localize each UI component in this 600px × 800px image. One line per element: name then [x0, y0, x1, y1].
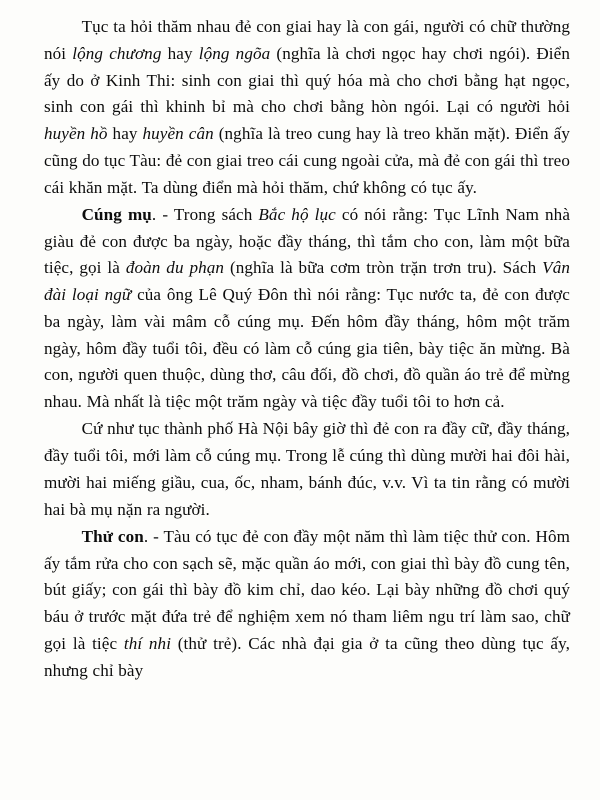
- text-run: hay: [107, 124, 143, 143]
- term-heading: Cúng mụ: [81, 204, 152, 224]
- text-run: của ông Lê Quý Đôn thì nói rằng: Tục nước ta, đẻ con được ba ngày, làm vài mâm cỗ cúng mụ. Đến hôm đầy tháng, hôm một trăm ngày, hôm đầy tuổi tôi, đều có làm cỗ cúng gia tiên, bày tiệc ăn mừng. Bà con, người quen thuộc, dùng thơ, câu đối, đồ chơi, đồ quần áo trẻ để mừng nhau. Mà nhất là tiệc một trăm ngày và tiệc đầy tuổi tôi to hơn cả.: [44, 285, 570, 411]
- emphasized-text: lộng ngõa: [198, 43, 271, 63]
- text-run: có nói rằng: Tục Lĩnh Nam nhà giàu đẻ con được ba ngày, hoặc đầy tháng, thì tắm cho con, làm một bữa tiệc, gọi là: [44, 204, 571, 278]
- text-run: . - Tàu có tục đẻ con đầy một năm thì làm tiệc thử con. Hôm ấy tắm rửa cho con sạch sẽ, mặc quần áo mới, con giai thì bày đồ cung tên, bút giấy; con gái thì bày đồ kim chỉ, dao kéo. Lại bày những đồ chơi quý báu ở trước mặt đứa trẻ để nghiệm xem nó tham liêm ngu trí làm sao, chữ gọi là tiệc: [44, 526, 571, 653]
- emphasized-text: lộng chương: [72, 43, 162, 63]
- emphasized-text: đoàn du phạn: [125, 258, 225, 278]
- emphasized-text: Bắc hộ lục: [258, 204, 336, 224]
- text-run: . - Trong sách: [151, 204, 259, 224]
- emphasized-text: huyền cân: [142, 124, 214, 143]
- text-run: (nghĩa là chơi ngọc hay chơi ngói). Điển ấy do ở Kinh Thi: sinh con giai thì quý hóa mà cho chơi bằng hạt ngọc, sinh con gái thì khinh bỉ mà cho chơi bằng hòn ngói. Lại có người hỏi: [44, 43, 570, 117]
- text-run: hay: [161, 43, 199, 63]
- paragraph-thu-con: [44, 524, 570, 685]
- document-body: [44, 14, 570, 684]
- paragraph-cung-mu: [44, 202, 570, 416]
- text-run: Cứ như tục thành phố Hà Nội bây giờ thì đẻ con ra đầy cữ, đầy tháng, đầy tuổi tôi, mới làm cỗ cúng mụ. Trong lễ cúng thì dùng mười hai đôi hài, mười hai miếng giầu, cua, ốc, nham, bánh đúc, v.v. Vì ta tin rằng có mười hai bà mụ nặn ra người.: [44, 419, 570, 519]
- emphasized-text: huyền hồ: [44, 124, 108, 143]
- text-run: (thử trẻ). Các nhà đại gia ở ta cũng theo dùng tục ấy, nhưng chỉ bày: [44, 633, 570, 680]
- text-run: Tục ta hỏi thăm nhau đẻ con giai hay là con gái, người có chữ thường nói: [44, 17, 570, 63]
- emphasized-text: thí nhi: [123, 633, 172, 653]
- text-run: (nghĩa là bữa cơm tròn trặn trơn tru). Sách: [224, 258, 543, 278]
- emphasized-text: Vân đài loại ngữ: [44, 258, 570, 304]
- paragraph-cu-nhu-tuc-thanh-pho: [44, 416, 570, 523]
- text-run: (nghĩa là treo cung hay là treo khăn mặt). Điển ấy cũng do tục Tàu: đẻ con giai treo cái cung ngoài cửa, mà đẻ con gái thì treo cái khăn mặt. Ta dùng điển mà hỏi thăm, chứ không có tục ấy.: [44, 124, 570, 197]
- term-heading: Thử con: [81, 526, 144, 546]
- paragraph-tuc-ta-hoi-tham: [44, 14, 570, 201]
